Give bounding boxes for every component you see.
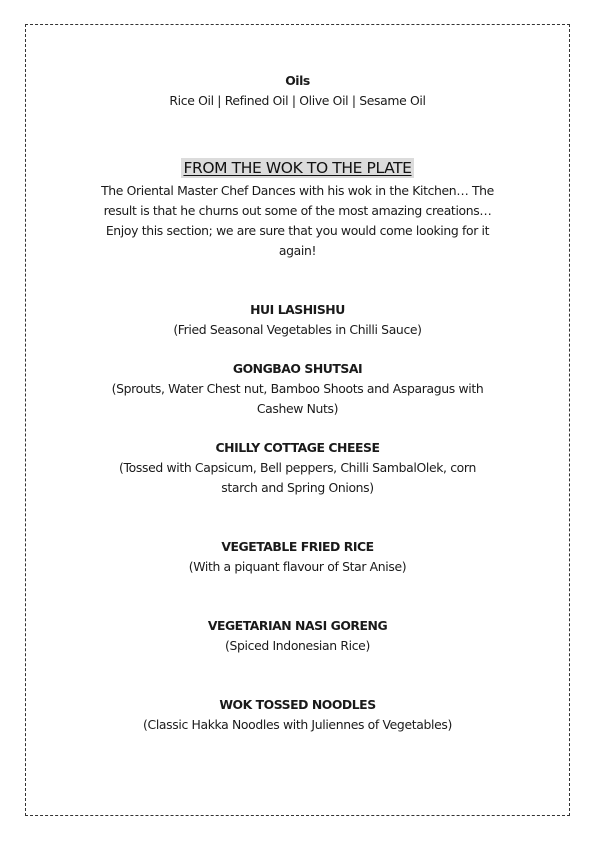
dish-description: Cashew Nuts) (256, 401, 339, 416)
dish-item (25, 616, 570, 656)
intro-line: Enjoy this section; we are sure that you would come looking for it (105, 223, 490, 238)
dish-item (25, 695, 570, 735)
intro-line: The Oriental Master Chef Dances with his wok in the Kitchen… The (101, 183, 494, 198)
dish-description: (Classic Hakka Noodles with Juliennes of Vegetables) (143, 717, 452, 732)
dish-description: (Fried Seasonal Vegetables in Chilli Sauce) (173, 322, 422, 337)
dish-item (25, 300, 570, 340)
dish-description: starch and Spring Onions) (221, 480, 374, 495)
dish-name: CHILLY COTTAGE CHEESE (215, 440, 380, 455)
dish-name: VEGETABLE FRIED RICE (221, 539, 374, 554)
dish-description: (Tossed with Capsicum, Bell peppers, Chilli SambalOlek, corn (119, 460, 476, 475)
oils-section (25, 71, 570, 111)
oils-heading: Oils (285, 73, 310, 88)
dish-description: (With a piquant flavour of Star Anise) (188, 559, 407, 574)
dish-name: WOK TOSSED NOODLES (219, 697, 376, 712)
intro-line: result is that he churns out some of the most amazing creations… (103, 203, 492, 218)
section-intro (25, 181, 570, 261)
dish-name: HUI LASHISHU (250, 302, 345, 317)
wok-section-header (25, 158, 570, 178)
dish-item (25, 537, 570, 577)
oils-list: Rice Oil | Refined Oil | Olive Oil | Sesame Oil (169, 93, 426, 108)
dish-item (25, 438, 570, 498)
dish-name: VEGETARIAN NASI GORENG (207, 618, 388, 633)
dish-name: GONGBAO SHUTSAI (232, 361, 363, 376)
intro-line: again! (278, 243, 317, 258)
dish-description: (Sprouts, Water Chest nut, Bamboo Shoots and Asparagus with (111, 381, 484, 396)
dish-item (25, 359, 570, 419)
section-title: FROM THE WOK TO THE PLATE (183, 159, 412, 177)
dish-description: (Spiced Indonesian Rice) (225, 638, 370, 653)
